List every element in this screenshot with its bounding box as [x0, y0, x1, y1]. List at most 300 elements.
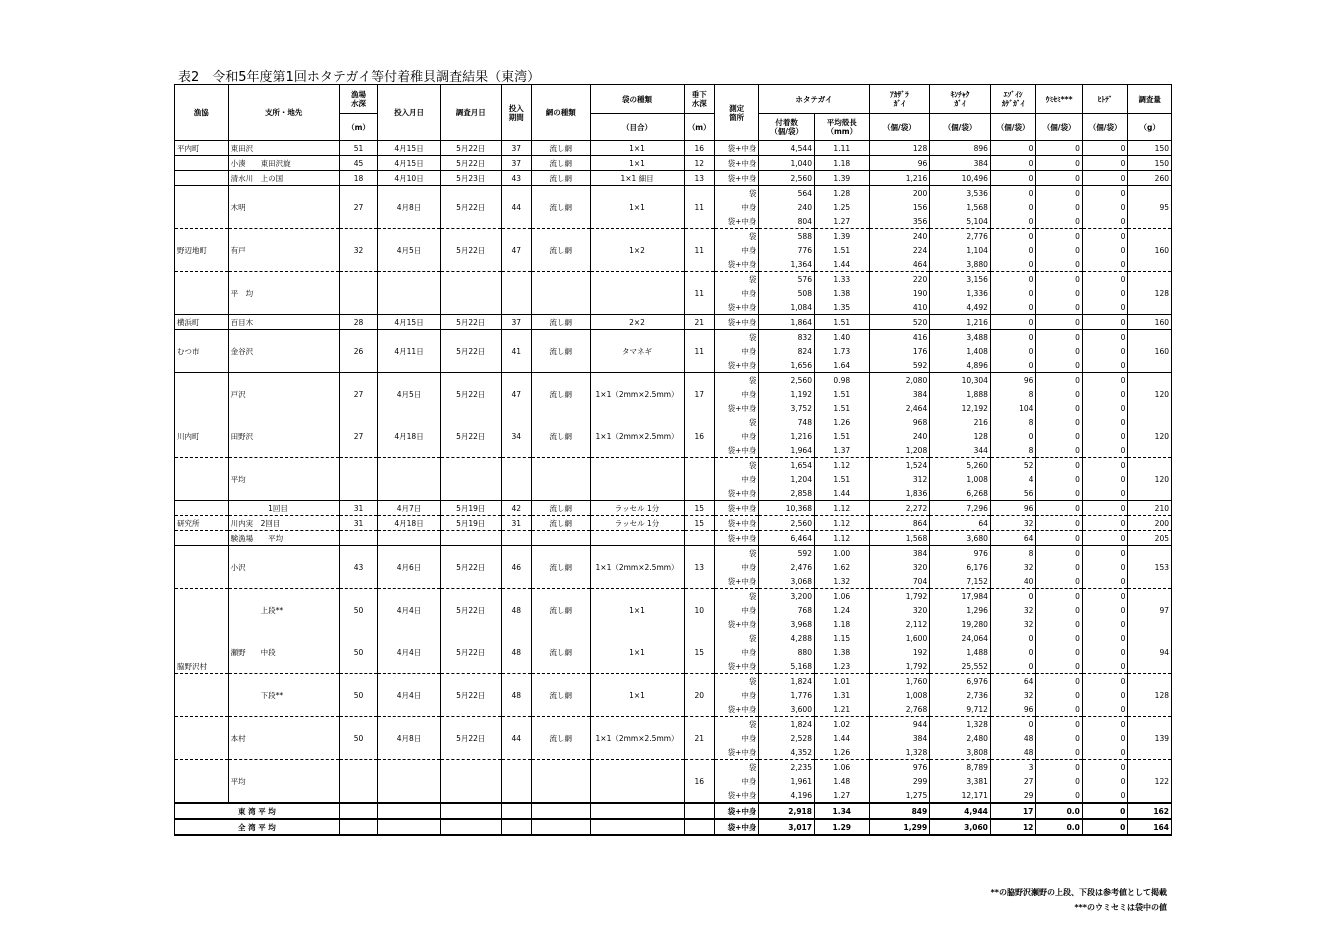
weight-cell [1128, 300, 1172, 315]
weight-cell: 94 [1128, 645, 1172, 659]
bag-type-cell [590, 659, 684, 674]
akazara-cell: 1,568 [869, 531, 930, 546]
depth-cell: 50 [339, 731, 377, 745]
days-cell: 44 [501, 731, 531, 745]
hotate-length-cell: 1.62 [814, 560, 869, 574]
place-cell: 中身 [714, 645, 758, 659]
group-cell [175, 745, 229, 760]
ezoishi-cell: 0 [990, 214, 1036, 229]
table-row [175, 603, 1172, 617]
input-date-cell: 4月7日 [378, 501, 441, 516]
survey-date-cell: 5月22日 [440, 560, 501, 574]
hitode-cell: 0 [1082, 373, 1128, 388]
akazara-cell: 864 [869, 516, 930, 531]
average-place-cell: 袋+中身 [714, 819, 758, 835]
days-cell: 48 [501, 645, 531, 659]
net-type-cell [531, 443, 590, 458]
hotate-count-cell: 2,235 [759, 760, 815, 775]
survey-date-cell [440, 531, 501, 546]
table-row [175, 373, 1172, 388]
hotate-length-cell: 1.39 [814, 229, 869, 244]
table-row [175, 415, 1172, 429]
depth-cell [339, 358, 377, 373]
place-cell: 袋+中身 [714, 300, 758, 315]
input-date-cell: 4月11日 [378, 344, 441, 358]
kinchaku-cell: 896 [930, 141, 991, 156]
net-type-cell: 流し網 [531, 645, 590, 659]
net-type-cell [531, 472, 590, 486]
table-row [175, 257, 1172, 272]
hitode-cell: 0 [1082, 429, 1128, 443]
survey-date-cell: 5月23日 [440, 171, 501, 186]
table-row [175, 200, 1172, 214]
hang-depth-cell [684, 717, 714, 732]
days-cell [501, 330, 531, 345]
days-cell [501, 373, 531, 388]
net-type-cell: 流し網 [531, 171, 590, 186]
kinchaku-cell: 128 [930, 429, 991, 443]
table-row [175, 546, 1172, 561]
place-cell: 袋+中身 [714, 745, 758, 760]
days-cell: 37 [501, 315, 531, 330]
depth-cell [339, 788, 377, 803]
input-date-cell [378, 574, 441, 589]
kinchaku-cell: 6,176 [930, 560, 991, 574]
hitode-cell: 0 [1082, 243, 1128, 257]
umisemi-cell: 0 [1036, 429, 1083, 443]
hitode-cell: 0 [1082, 315, 1128, 330]
average-length-cell: 1.34 [814, 803, 869, 819]
bag-type-cell [590, 760, 684, 775]
hotate-count-cell: 832 [759, 330, 815, 345]
place-cell: 袋 [714, 186, 758, 201]
table-row [175, 272, 1172, 287]
kinchaku-cell: 5,260 [930, 458, 991, 473]
hotate-length-cell: 1.12 [814, 501, 869, 516]
input-date-cell: 4月4日 [378, 645, 441, 659]
group-cell: 川内町 [175, 429, 229, 443]
umisemi-cell: 0 [1036, 272, 1083, 287]
akazara-cell: 1,328 [869, 745, 930, 760]
net-type-cell [531, 788, 590, 803]
hang-depth-cell [684, 443, 714, 458]
input-date-cell [378, 286, 441, 300]
survey-date-cell [440, 774, 501, 788]
table-row [175, 731, 1172, 745]
header-ezoishi: ｴｿﾞｲｼ ｶｹﾞｶﾞｲ [990, 85, 1036, 114]
group-cell [175, 156, 229, 171]
ezoishi-cell: 0 [990, 186, 1036, 201]
site-cell [228, 458, 339, 473]
umisemi-cell: 0 [1036, 631, 1083, 645]
kinchaku-cell: 3,808 [930, 745, 991, 760]
average-row [175, 803, 1172, 819]
input-date-cell: 4月5日 [378, 387, 441, 401]
bag-type-cell: 1×2 [590, 243, 684, 257]
place-cell: 袋+中身 [714, 702, 758, 717]
survey-date-cell [440, 617, 501, 631]
ezoishi-cell: 8 [990, 546, 1036, 561]
place-cell: 袋 [714, 760, 758, 775]
bag-type-cell [590, 531, 684, 546]
site-cell [228, 272, 339, 287]
group-cell [175, 443, 229, 458]
site-cell [228, 443, 339, 458]
group-cell [175, 631, 229, 645]
place-cell: 袋 [714, 674, 758, 689]
hotate-length-cell: 1.02 [814, 717, 869, 732]
akazara-cell: 240 [869, 429, 930, 443]
hang-depth-cell: 11 [684, 344, 714, 358]
hitode-cell: 0 [1082, 617, 1128, 631]
group-cell [175, 589, 229, 604]
hotate-count-cell: 1,204 [759, 472, 815, 486]
average-kinchaku-cell: 4,944 [930, 803, 991, 819]
ezoishi-cell: 96 [990, 501, 1036, 516]
bag-type-cell: タマネギ [590, 344, 684, 358]
bag-type-cell [590, 214, 684, 229]
days-cell: 37 [501, 156, 531, 171]
site-cell [228, 229, 339, 244]
bag-type-cell [590, 401, 684, 415]
hang-depth-cell [684, 330, 714, 345]
bag-type-cell: 1×1 [590, 688, 684, 702]
table-row [175, 589, 1172, 604]
days-cell [501, 286, 531, 300]
average-umisemi-cell: 0.0 [1036, 803, 1083, 819]
kinchaku-cell: 4,492 [930, 300, 991, 315]
header-hitode: ﾋﾄﾃﾞ [1082, 85, 1128, 114]
net-type-cell [531, 774, 590, 788]
kinchaku-cell: 64 [930, 516, 991, 531]
depth-cell: 27 [339, 429, 377, 443]
header-gyoko: 漁協 [175, 85, 229, 141]
survey-date-cell [440, 486, 501, 501]
survey-date-cell [440, 257, 501, 272]
table-row [175, 214, 1172, 229]
hotate-length-cell: 1.37 [814, 443, 869, 458]
header-days: 投入 期間 [501, 85, 531, 141]
kinchaku-cell: 7,152 [930, 574, 991, 589]
hitode-cell: 0 [1082, 401, 1128, 415]
weight-cell: 122 [1128, 774, 1172, 788]
depth-cell: 31 [339, 516, 377, 531]
group-cell [175, 415, 229, 429]
hotate-count-cell: 1,216 [759, 429, 815, 443]
header-umisemi: ｳﾐｾﾐ*** [1036, 85, 1083, 114]
group-cell [175, 486, 229, 501]
survey-date-cell [440, 659, 501, 674]
bag-type-cell [590, 546, 684, 561]
hang-depth-cell [684, 472, 714, 486]
hang-depth-cell [684, 358, 714, 373]
depth-cell: 50 [339, 688, 377, 702]
input-date-cell: 4月10日 [378, 171, 441, 186]
umisemi-cell: 0 [1036, 243, 1083, 257]
table-row [175, 429, 1172, 443]
kinchaku-cell: 9,712 [930, 702, 991, 717]
weight-cell [1128, 674, 1172, 689]
hotate-length-cell: 1.35 [814, 300, 869, 315]
kinchaku-cell: 384 [930, 156, 991, 171]
survey-date-cell [440, 589, 501, 604]
umisemi-cell: 0 [1036, 315, 1083, 330]
group-cell [175, 760, 229, 775]
days-cell [501, 631, 531, 645]
survey-results-table [174, 84, 1172, 836]
akazara-cell: 2,272 [869, 501, 930, 516]
hang-depth-cell: 13 [684, 560, 714, 574]
hitode-cell: 0 [1082, 589, 1128, 604]
ezoishi-cell: 0 [990, 330, 1036, 345]
hang-depth-cell [684, 186, 714, 201]
average-count-cell: 3,017 [759, 819, 815, 835]
kinchaku-cell: 1,216 [930, 315, 991, 330]
site-cell [228, 401, 339, 415]
net-type-cell: 流し網 [531, 387, 590, 401]
weight-cell [1128, 186, 1172, 201]
hotate-count-cell: 10,368 [759, 501, 815, 516]
bag-type-cell [590, 788, 684, 803]
survey-date-cell: 5月22日 [440, 688, 501, 702]
net-type-cell: 流し網 [531, 156, 590, 171]
akazara-cell: 2,080 [869, 373, 930, 388]
akazara-cell: 312 [869, 472, 930, 486]
net-type-cell [531, 286, 590, 300]
hotate-count-cell: 1,964 [759, 443, 815, 458]
net-type-cell [531, 257, 590, 272]
table-row [175, 531, 1172, 546]
hotate-count-cell: 804 [759, 214, 815, 229]
empty-cell [440, 819, 501, 835]
hotate-length-cell: 0.98 [814, 373, 869, 388]
depth-cell [339, 415, 377, 429]
akazara-cell: 200 [869, 186, 930, 201]
days-cell: 43 [501, 171, 531, 186]
ezoishi-cell: 0 [990, 200, 1036, 214]
hang-depth-cell: 15 [684, 501, 714, 516]
depth-cell [339, 589, 377, 604]
hang-depth-cell [684, 531, 714, 546]
kinchaku-cell: 19,280 [930, 617, 991, 631]
hang-depth-cell [684, 659, 714, 674]
ezoishi-cell: 52 [990, 458, 1036, 473]
days-cell: 44 [501, 200, 531, 214]
group-cell [175, 387, 229, 401]
hang-depth-cell: 16 [684, 774, 714, 788]
input-date-cell [378, 659, 441, 674]
place-cell: 袋+中身 [714, 315, 758, 330]
survey-date-cell: 5月22日 [440, 141, 501, 156]
average-umisemi-cell: 0.0 [1036, 819, 1083, 835]
group-cell [175, 560, 229, 574]
input-date-cell [378, 788, 441, 803]
umisemi-cell: 0 [1036, 200, 1083, 214]
site-cell: 上段** [228, 603, 339, 617]
hitode-cell: 0 [1082, 501, 1128, 516]
hang-depth-cell: 16 [684, 141, 714, 156]
akazara-cell: 1,836 [869, 486, 930, 501]
ezoishi-cell: 8 [990, 387, 1036, 401]
average-kinchaku-cell: 3,060 [930, 819, 991, 835]
average-weight-cell: 164 [1128, 819, 1172, 835]
bag-type-cell [590, 300, 684, 315]
bag-type-cell: 1×1 [590, 141, 684, 156]
table-row [175, 774, 1172, 788]
header-survey-date: 調査月日 [440, 85, 501, 141]
group-cell [175, 501, 229, 516]
net-type-cell: 流し網 [531, 560, 590, 574]
table-row [175, 186, 1172, 201]
umisemi-cell: 0 [1036, 171, 1083, 186]
weight-cell: 160 [1128, 243, 1172, 257]
kinchaku-cell: 1,008 [930, 472, 991, 486]
table-row [175, 486, 1172, 501]
ezoishi-cell: 27 [990, 774, 1036, 788]
hotate-length-cell: 1.24 [814, 603, 869, 617]
days-cell: 47 [501, 243, 531, 257]
kinchaku-cell: 6,268 [930, 486, 991, 501]
place-cell: 中身 [714, 429, 758, 443]
empty-cell [531, 819, 590, 835]
net-type-cell [531, 702, 590, 717]
net-type-cell [531, 486, 590, 501]
depth-cell [339, 214, 377, 229]
umisemi-cell: 0 [1036, 788, 1083, 803]
kinchaku-cell: 3,381 [930, 774, 991, 788]
place-cell: 袋+中身 [714, 214, 758, 229]
umisemi-cell: 0 [1036, 546, 1083, 561]
kinchaku-cell: 7,296 [930, 501, 991, 516]
ezoishi-cell: 0 [990, 631, 1036, 645]
site-cell: 1回目 [228, 501, 339, 516]
net-type-cell [531, 531, 590, 546]
group-cell [175, 546, 229, 561]
hang-depth-cell: 16 [684, 429, 714, 443]
akazara-cell: 2,768 [869, 702, 930, 717]
ezoishi-cell: 0 [990, 171, 1036, 186]
ezoishi-cell: 0 [990, 229, 1036, 244]
bag-type-cell [590, 186, 684, 201]
akazara-cell: 968 [869, 415, 930, 429]
bag-type-cell [590, 373, 684, 388]
group-cell: 平内町 [175, 141, 229, 156]
umisemi-cell: 0 [1036, 330, 1083, 345]
hitode-cell: 0 [1082, 702, 1128, 717]
hitode-cell: 0 [1082, 546, 1128, 561]
weight-cell: 260 [1128, 171, 1172, 186]
ezoishi-cell: 32 [990, 560, 1036, 574]
hotate-count-cell: 3,752 [759, 401, 815, 415]
hotate-count-cell: 1,364 [759, 257, 815, 272]
depth-cell [339, 702, 377, 717]
weight-cell [1128, 659, 1172, 674]
group-cell [175, 617, 229, 631]
kinchaku-cell: 4,896 [930, 358, 991, 373]
akazara-cell: 1,216 [869, 171, 930, 186]
kinchaku-cell: 1,328 [930, 717, 991, 732]
umisemi-cell: 0 [1036, 156, 1083, 171]
akazara-cell: 240 [869, 229, 930, 244]
kinchaku-cell: 10,496 [930, 171, 991, 186]
input-date-cell [378, 214, 441, 229]
kinchaku-cell: 1,568 [930, 200, 991, 214]
ezoishi-cell: 104 [990, 401, 1036, 415]
ezoishi-cell: 32 [990, 516, 1036, 531]
hitode-cell: 0 [1082, 272, 1128, 287]
place-cell: 中身 [714, 286, 758, 300]
hotate-length-cell: 1.28 [814, 186, 869, 201]
place-cell: 中身 [714, 472, 758, 486]
weight-cell [1128, 717, 1172, 732]
input-date-cell [378, 272, 441, 287]
kinchaku-cell: 5,104 [930, 214, 991, 229]
group-cell: 脇野沢村 [175, 659, 229, 674]
net-type-cell [531, 546, 590, 561]
ezoishi-cell: 4 [990, 472, 1036, 486]
depth-cell [339, 472, 377, 486]
depth-cell [339, 401, 377, 415]
survey-date-cell [440, 745, 501, 760]
group-cell [175, 401, 229, 415]
akazara-cell: 128 [869, 141, 930, 156]
umisemi-cell: 0 [1036, 745, 1083, 760]
net-type-cell [531, 214, 590, 229]
hang-depth-cell [684, 574, 714, 589]
place-cell: 中身 [714, 344, 758, 358]
ezoishi-cell: 0 [990, 286, 1036, 300]
place-cell: 袋+中身 [714, 617, 758, 631]
hang-depth-cell [684, 631, 714, 645]
hotate-count-cell: 776 [759, 243, 815, 257]
kinchaku-cell: 24,064 [930, 631, 991, 645]
days-cell [501, 760, 531, 775]
depth-cell: 27 [339, 387, 377, 401]
umisemi-cell: 0 [1036, 717, 1083, 732]
place-cell: 袋 [714, 589, 758, 604]
table-row [175, 617, 1172, 631]
bag-type-cell: 2×2 [590, 315, 684, 330]
bag-type-cell [590, 330, 684, 345]
hitode-cell: 0 [1082, 486, 1128, 501]
group-cell [175, 731, 229, 745]
hotate-count-cell: 2,560 [759, 516, 815, 531]
days-cell [501, 674, 531, 689]
survey-date-cell: 5月22日 [440, 315, 501, 330]
input-date-cell [378, 443, 441, 458]
ezoishi-cell: 0 [990, 156, 1036, 171]
hang-depth-cell [684, 745, 714, 760]
hitode-cell: 0 [1082, 788, 1128, 803]
bag-type-cell [590, 272, 684, 287]
place-cell: 袋 [714, 717, 758, 732]
kinchaku-cell: 17,984 [930, 589, 991, 604]
site-cell [228, 486, 339, 501]
weight-cell: 150 [1128, 156, 1172, 171]
hotate-length-cell: 1.38 [814, 645, 869, 659]
hotate-length-cell: 1.23 [814, 659, 869, 674]
ezoishi-cell: 64 [990, 674, 1036, 689]
table-row [175, 645, 1172, 659]
bag-type-cell [590, 774, 684, 788]
hitode-cell: 0 [1082, 745, 1128, 760]
header-akazara: ｱｶｻﾞﾗ ｶﾞｲ [869, 85, 930, 114]
input-date-cell [378, 330, 441, 345]
kinchaku-cell: 1,296 [930, 603, 991, 617]
site-cell: 金谷沢 [228, 344, 339, 358]
hotate-length-cell: 1.51 [814, 387, 869, 401]
days-cell: 37 [501, 141, 531, 156]
